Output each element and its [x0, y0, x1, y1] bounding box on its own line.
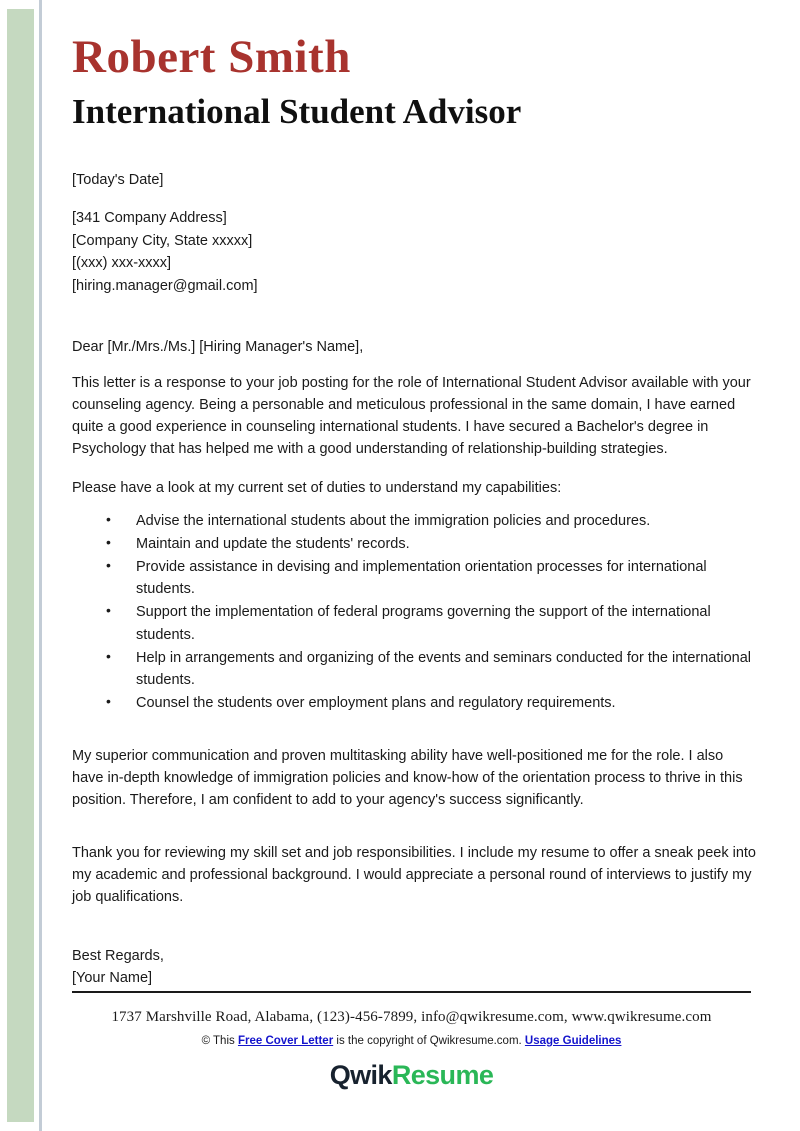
page-footer — [72, 991, 751, 1091]
logo-text-qwik: Qwik — [329, 1060, 392, 1090]
letter-content — [72, 0, 756, 990]
salutation: Dear [Mr./Mrs./Ms.] [Hiring Manager's Name], — [72, 339, 364, 356]
logo-text-resume: Resume — [391, 1060, 494, 1090]
list-item: • Maintain and update the students' records. — [106, 533, 756, 555]
copyright-prefix: © This — [201, 1035, 238, 1047]
body-paragraph-2: My superior communication and proven multitasking ability have well-positioned me for the role. I also have in-depth knowledge of immigration policies and know-how of the orientation process to thrive in this position. Therefore, I am confident to add to your agency's success significantly. — [72, 747, 743, 808]
left-vertical-rule — [39, 0, 42, 1131]
list-item: • Provide assistance in devising and implementation orientation processes for international students. — [106, 556, 756, 600]
signoff-block — [72, 945, 756, 990]
footer-divider — [72, 991, 751, 993]
applicant-job-title: International Student Advisor — [72, 92, 522, 132]
letter-date: [Today's Date] — [72, 171, 164, 188]
duties-list — [72, 510, 756, 713]
free-cover-letter-link[interactable]: Free Cover Letter — [237, 1035, 334, 1047]
usage-guidelines-link[interactable]: Usage Guidelines — [524, 1035, 622, 1047]
body-paragraph-1: This letter is a response to your job posting for the role of International Student Advisor available with your counseling agency. Being a personable and meticulous professional in the same domain, I have earned quite a good experience in counseling international students. I have secured a Bachelor's degree in Psychology that has helped me with a good understanding of relationship-building strategies. — [72, 375, 751, 458]
left-accent-stripe — [7, 9, 34, 1122]
address-line-email: [hiring.manager@gmail.com] — [72, 277, 258, 294]
qwikresume-logo[interactable] — [72, 1060, 751, 1091]
duties-intro: Please have a look at my current set of duties to understand my capabilities: — [72, 480, 562, 497]
recipient-address-block — [72, 169, 756, 297]
signature-line: [Your Name] — [72, 970, 153, 987]
closing-line: Best Regards, — [72, 947, 164, 964]
footer-contact-address: 1737 Marshville Road, Alabama, (123)-456-7899, info@qwikresume.com, www.qwikresume.com — [111, 1009, 712, 1025]
body-paragraph-3: Thank you for reviewing my skill set and job responsibilities. I include my resume to offer a sneak peek into my academic and professional background. I would appreciate a personal round of interviews to justify my job qualifications. — [72, 844, 756, 905]
list-item: • Support the implementation of federal programs governing the support of the international students. — [106, 601, 756, 645]
address-line-phone: [(xxx) xxx-xxxx] — [72, 255, 172, 272]
applicant-name: Robert Smith — [72, 31, 351, 83]
address-line-city: [Company City, State xxxxx] — [72, 232, 253, 249]
copyright-middle: is the copyright of Qwikresume.com. — [333, 1035, 525, 1047]
list-item: • Help in arrangements and organizing of the events and seminars conducted for the international students. — [106, 647, 756, 691]
footer-copyright — [72, 1035, 751, 1047]
list-item: • Advise the international students about the immigration policies and procedures. — [106, 510, 756, 532]
address-line-street: [341 Company Address] — [72, 210, 227, 227]
list-item: • Counsel the students over employment plans and regulatory requirements. — [106, 692, 756, 714]
